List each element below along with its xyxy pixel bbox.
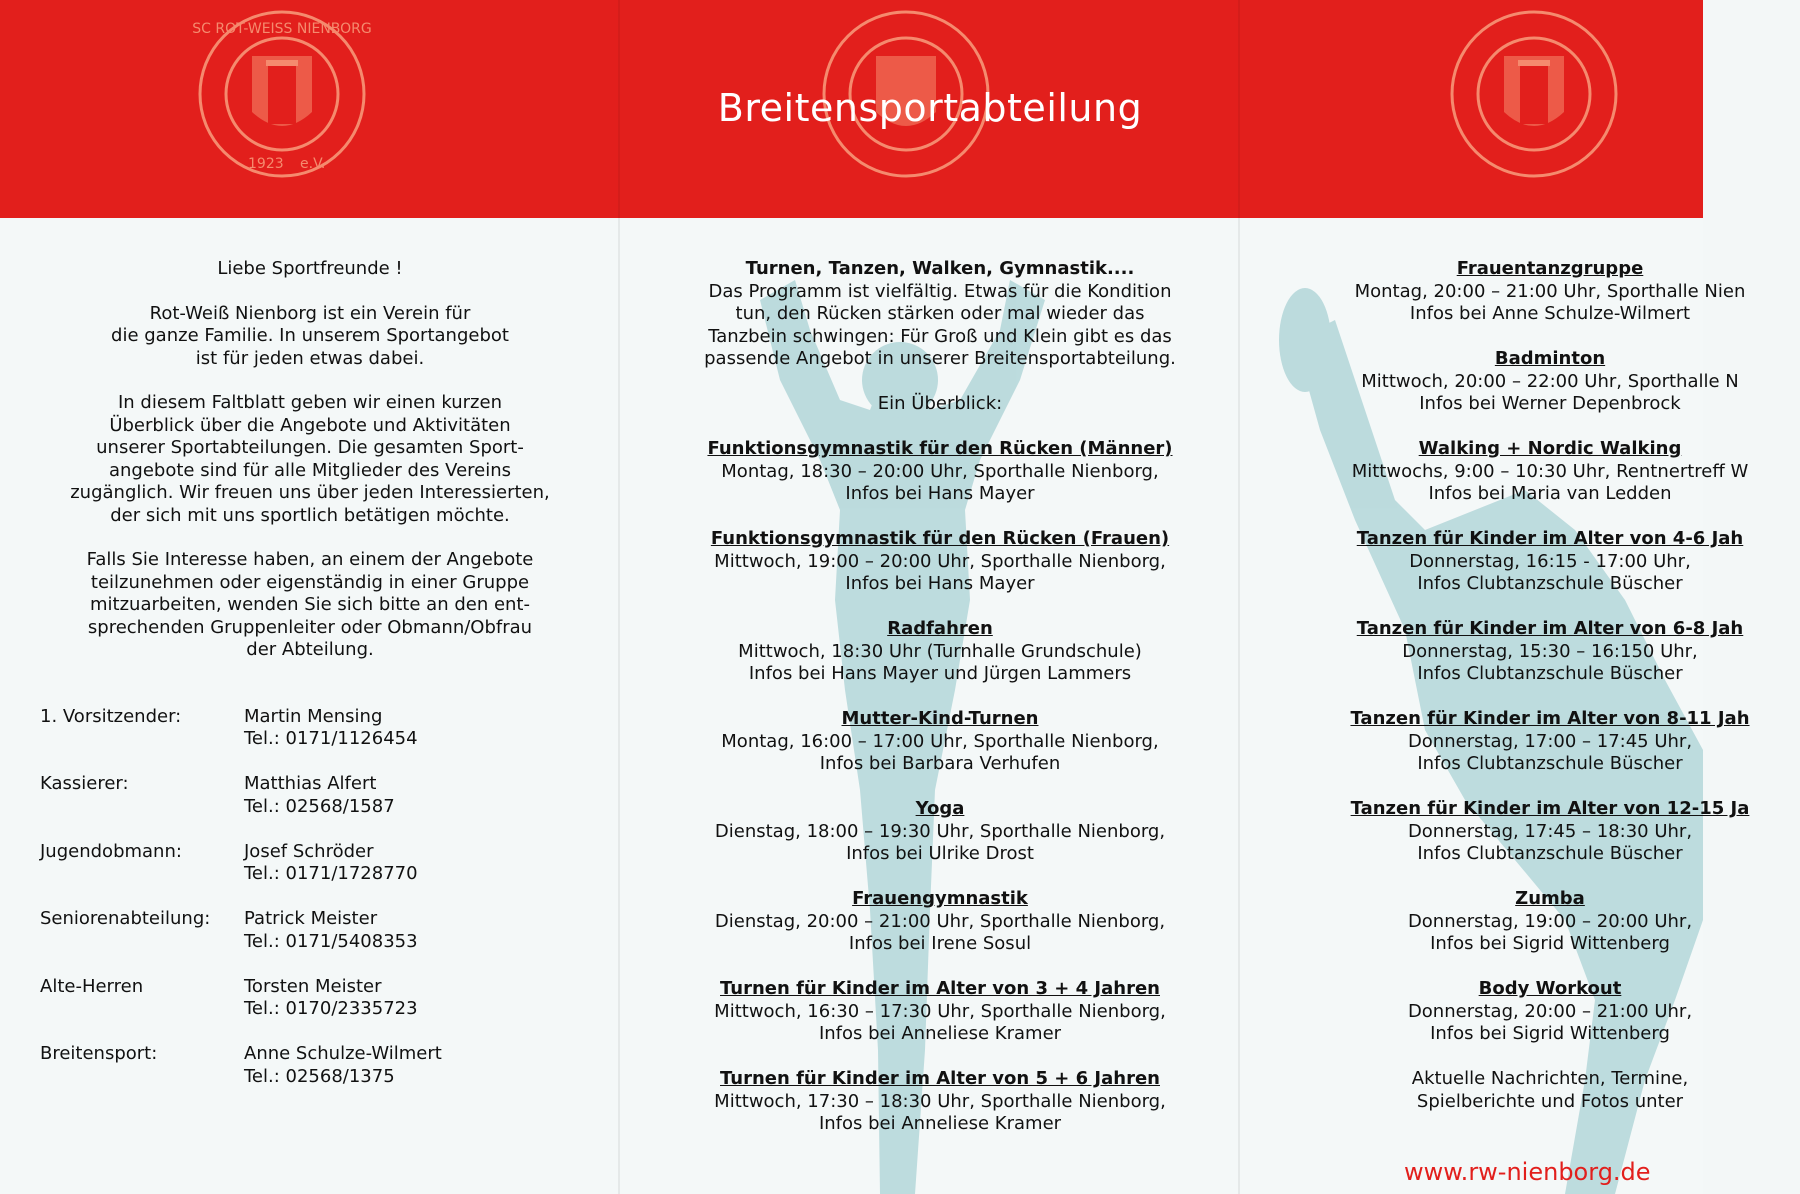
svg-text:e.V.: e.V. xyxy=(300,156,326,172)
text-line: teilzunehmen oder eigenständig in einer Gruppe xyxy=(90,571,530,593)
news-note xyxy=(1300,1068,1800,1113)
offer-line: Infos bei Hans Mayer und Jürgen Lammers xyxy=(748,663,1132,684)
offer-title: Tanzen für Kinder im Alter von 8-11 Jah xyxy=(1350,708,1750,729)
contact-name: Matthias Alfert xyxy=(244,773,377,794)
overview-label: Ein Überblick: xyxy=(877,393,1003,414)
greeting: Liebe Sportfreunde ! xyxy=(217,258,403,279)
contact-list xyxy=(40,706,580,1089)
offer-line: Infos Clubtanzschule Büscher xyxy=(1417,663,1683,684)
offer-item xyxy=(1300,348,1800,416)
offer-line: Mittwoch, 18:30 Uhr (Turnhalle Grundschule) xyxy=(738,640,1142,662)
offer-line: Montag, 16:00 – 17:00 Uhr, Sporthalle Nienborg, xyxy=(721,730,1159,752)
offer-line: Infos bei Anneliese Kramer xyxy=(818,1113,1062,1134)
program-headline: Turnen, Tanzen, Walken, Gymnastik.... xyxy=(745,258,1135,279)
offer-title: Turnen für Kinder im Alter von 5 + 6 Jahren xyxy=(720,1068,1160,1089)
text-line: Falls Sie Interesse haben, an einem der Angebote xyxy=(86,549,534,570)
offer-line: Infos bei Barbara Verhufen xyxy=(819,753,1061,774)
intro-panel xyxy=(40,258,580,1111)
contact-role: 1. Vorsitzender: xyxy=(40,705,182,727)
text-line: zugänglich. Wir freuen uns über jeden Interessierten, xyxy=(70,482,550,503)
text-line: sprechenden Gruppenleiter oder Obmann/Obfrau xyxy=(87,616,533,638)
contact-phone: Tel.: 02568/1587 xyxy=(244,795,395,817)
offer-line: Mittwochs, 9:00 – 10:30 Uhr, Rentnertreff W xyxy=(1351,460,1749,482)
contact-phone: Tel.: 0171/1728770 xyxy=(244,863,418,884)
offer-title: Mutter-Kind-Turnen xyxy=(841,708,1039,729)
contact-person xyxy=(244,841,564,886)
contact-person xyxy=(244,1043,564,1088)
text-line: ist für jeden etwas dabei. xyxy=(195,347,425,369)
contact-row xyxy=(40,976,580,1021)
offer-title: Frauengymnastik xyxy=(852,888,1028,909)
website-link[interactable]: www.rw-nienborg.de xyxy=(1404,1158,1651,1186)
text-line: der sich mit uns sportlich betätigen möchte. xyxy=(110,504,510,526)
offer-item xyxy=(1300,798,1800,866)
offer-title: Frauentanzgruppe xyxy=(1456,258,1644,279)
offer-line: Donnerstag, 17:00 – 17:45 Uhr, xyxy=(1407,730,1693,752)
contact-row xyxy=(40,706,580,751)
offer-item xyxy=(1300,978,1800,1046)
offer-line: Donnerstag, 15:30 – 16:150 Uhr, xyxy=(1402,640,1698,662)
contact-phone: Tel.: 0171/5408353 xyxy=(244,930,418,952)
offer-line: Dienstag, 20:00 – 21:00 Uhr, Sporthalle Nienborg, xyxy=(714,910,1166,932)
offer-title: Yoga xyxy=(915,798,965,819)
offer-line: Infos bei Hans Mayer xyxy=(845,573,1035,594)
offer-item xyxy=(640,888,1240,956)
offer-line: Mittwoch, 19:00 – 20:00 Uhr, Sporthalle Nienborg, xyxy=(714,550,1166,572)
text-line: unserer Sportabteilungen. Die gesamten Sport- xyxy=(96,437,524,458)
offer-title: Funktionsgymnastik für den Rücken (Frauen) xyxy=(710,528,1170,549)
crest-tower-icon xyxy=(252,56,312,126)
intro-paragraph-1 xyxy=(40,303,580,371)
club-logo-left xyxy=(192,8,372,180)
offer-line: Infos bei Anne Schulze-Wilmert xyxy=(1409,303,1691,324)
offer-title: Zumba xyxy=(1515,888,1585,909)
offer-title: Walking + Nordic Walking xyxy=(1418,438,1682,459)
contact-person xyxy=(244,706,564,751)
page-title: Breitensportabteilung xyxy=(717,86,1143,130)
offer-item xyxy=(1300,888,1800,956)
offer-item xyxy=(1300,438,1800,506)
offer-item xyxy=(640,798,1240,866)
offer-line: Infos bei Sigrid Wittenberg xyxy=(1430,1023,1670,1044)
offer-item xyxy=(1300,258,1800,326)
contact-role: Kassierer: xyxy=(40,773,129,794)
offer-item xyxy=(1300,708,1800,776)
text-line: Überblick über die Angebote und Aktivitäten xyxy=(109,414,511,436)
program-panel xyxy=(640,258,1240,1158)
contact-phone: Tel.: 0171/1126454 xyxy=(244,728,418,749)
offer-line: Infos Clubtanzschule Büscher xyxy=(1417,843,1683,864)
crest-tower-icon xyxy=(1504,56,1564,126)
offer-line: Donnerstag, 19:00 – 20:00 Uhr, xyxy=(1407,910,1693,932)
offer-item xyxy=(640,978,1240,1046)
contact-person xyxy=(244,773,564,818)
contact-name: Anne Schulze-Wilmert xyxy=(244,1043,442,1064)
contact-phone: Tel.: 02568/1375 xyxy=(244,1065,395,1087)
contact-role: Breitensport: xyxy=(40,1043,158,1064)
offer-line: Donnerstag, 16:15 - 17:00 Uhr, xyxy=(1409,550,1691,572)
offer-line: Infos bei Hans Mayer xyxy=(845,483,1035,504)
offer-title: Radfahren xyxy=(887,618,993,639)
offer-line: Infos bei Irene Sosul xyxy=(848,933,1032,954)
club-logo-right xyxy=(1448,8,1620,180)
offer-line: Mittwoch, 16:30 – 17:30 Uhr, Sporthalle Nienborg, xyxy=(714,1000,1166,1022)
offer-item xyxy=(640,708,1240,776)
contact-row xyxy=(40,1043,580,1088)
offer-line: Dienstag, 18:00 – 19:30 Uhr, Sporthalle Nienborg, xyxy=(714,820,1166,842)
intro-paragraph-3 xyxy=(40,549,580,662)
offer-line: Donnerstag, 20:00 – 21:00 Uhr, xyxy=(1407,1000,1693,1022)
offer-line: Mittwoch, 20:00 – 22:00 Uhr, Sporthalle N xyxy=(1361,370,1739,392)
offer-title: Tanzen für Kinder im Alter von 12-15 Ja xyxy=(1350,798,1750,819)
offer-title: Badminton xyxy=(1494,348,1606,369)
intro-paragraph-2 xyxy=(40,392,580,527)
fold-line-1 xyxy=(618,0,620,1194)
offer-line: Donnerstag, 17:45 – 18:30 Uhr, xyxy=(1407,820,1693,842)
offer-item xyxy=(640,438,1240,506)
text-line: Aktuelle Nachrichten, Termine, xyxy=(1411,1068,1689,1089)
offer-line: Infos bei Sigrid Wittenberg xyxy=(1430,933,1670,954)
offer-item xyxy=(640,618,1240,686)
offer-line: Montag, 18:30 – 20:00 Uhr, Sporthalle Nienborg, xyxy=(721,460,1159,482)
contact-role: Jugendobmann: xyxy=(40,840,182,862)
offer-line: Infos Clubtanzschule Büscher xyxy=(1417,753,1683,774)
contact-row xyxy=(40,841,580,886)
contact-phone: Tel.: 0170/2335723 xyxy=(244,998,418,1019)
offer-line: Mittwoch, 17:30 – 18:30 Uhr, Sporthalle Nienborg, xyxy=(714,1090,1166,1112)
contact-name: Josef Schröder xyxy=(244,840,374,862)
offer-line: Infos bei Ulrike Drost xyxy=(846,843,1034,864)
offer-line: Montag, 20:00 – 21:00 Uhr, Sporthalle Nien xyxy=(1354,280,1746,302)
contact-row xyxy=(40,908,580,953)
text-line: In diesem Faltblatt geben wir einen kurzen xyxy=(117,392,502,413)
text-line: passende Angebot in unserer Breitensportabteilung. xyxy=(704,348,1176,369)
offer-title: Body Workout xyxy=(1478,978,1622,999)
text-line: tun, den Rücken stärken oder mal wieder das xyxy=(735,303,1145,324)
text-line: der Abteilung. xyxy=(246,639,374,660)
offer-item xyxy=(640,528,1240,596)
contact-role: Seniorenabteilung: xyxy=(40,908,211,929)
contact-role: Alte-Herren xyxy=(40,975,144,997)
offer-item xyxy=(640,1068,1240,1136)
offer-item xyxy=(1300,528,1800,596)
svg-text:SC ROT-WEISS NIENBORG: SC ROT-WEISS NIENBORG xyxy=(192,21,372,37)
offer-item xyxy=(1300,618,1800,686)
offer-title: Tanzen für Kinder im Alter von 4-6 Jah xyxy=(1356,528,1744,549)
offer-line: Infos Clubtanzschule Büscher xyxy=(1417,573,1683,594)
contact-person xyxy=(244,908,564,953)
contact-name: Patrick Meister xyxy=(244,908,378,929)
text-line: angebote sind für alle Mitglieder des Vereins xyxy=(108,459,512,481)
text-line: Das Programm ist vielfältig. Etwas für die Kondition xyxy=(708,280,1172,302)
right-offers-panel xyxy=(1300,258,1800,1113)
svg-text:1923: 1923 xyxy=(248,156,284,172)
text-line: mitzuarbeiten, wenden Sie sich bitte an den ent- xyxy=(90,594,530,615)
offer-title: Funktionsgymnastik für den Rücken (Männer) xyxy=(707,438,1173,459)
offer-line: Infos bei Maria van Ledden xyxy=(1428,483,1672,504)
text-line: Rot-Weiß Nienborg ist ein Verein für xyxy=(149,302,471,324)
offer-line: Infos bei Anneliese Kramer xyxy=(818,1023,1062,1044)
text-line: Spielberichte und Fotos unter xyxy=(1416,1090,1684,1112)
offer-title: Turnen für Kinder im Alter von 3 + 4 Jahren xyxy=(720,978,1160,999)
offer-line: Infos bei Werner Depenbrock xyxy=(1419,393,1681,414)
contact-name: Torsten Meister xyxy=(244,975,382,997)
text-line: Tanzbein schwingen: Für Groß und Klein gibt es das xyxy=(708,325,1172,347)
text-line: die ganze Familie. In unserem Sportangebot xyxy=(111,325,509,346)
offer-title: Tanzen für Kinder im Alter von 6-8 Jah xyxy=(1356,618,1744,639)
contact-person xyxy=(244,976,564,1021)
contact-name: Martin Mensing xyxy=(244,705,383,727)
contact-row xyxy=(40,773,580,818)
